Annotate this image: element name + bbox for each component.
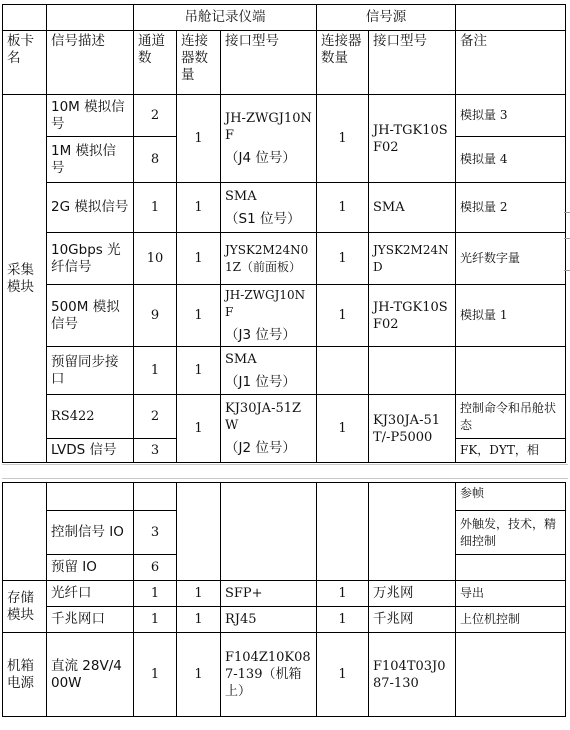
iface-a-cell [221, 95, 317, 183]
channel-cell: 6 [134, 555, 177, 581]
conn-b-cell: 1 [317, 233, 369, 285]
table-row [3, 581, 566, 607]
signal-cell: 10Gbps 光纤信号 [47, 233, 134, 285]
signal-cell: 光纤口 [47, 581, 134, 607]
signal-cell: RS422 [47, 395, 134, 439]
col-interface-b-header: 接口型号 [369, 31, 456, 95]
empty-cell [456, 555, 566, 581]
table-row [3, 633, 566, 717]
iface-a-cell: SFP+ [221, 581, 317, 607]
channel-cell: 2 [134, 95, 177, 137]
conn-a-cell: 1 [177, 633, 221, 717]
channel-cell: 1 [134, 607, 177, 633]
conn-b-cell: 1 [317, 95, 369, 183]
channel-cell: 10 [134, 233, 177, 285]
iface-a-model: KJ30JA-51ZW [225, 401, 302, 433]
table-row [3, 285, 566, 347]
empty-cell [456, 347, 566, 395]
empty-cell [177, 483, 221, 581]
note-cell: 外触发，技术，精细控制 [456, 511, 566, 555]
page-break [0, 462, 570, 482]
col-channels-header: 通道数 [134, 31, 177, 95]
column-header-row [3, 31, 566, 95]
table-row [3, 233, 566, 285]
conn-b-cell: 1 [317, 395, 369, 463]
table-row [3, 183, 566, 233]
iface-a-model: JH-ZWGJ10NF [225, 288, 306, 319]
col-board-header: 板卡名 [3, 31, 47, 95]
conn-b-cell: 1 [317, 633, 369, 717]
conn-a-cell: 1 [177, 347, 221, 395]
conn-a-cell: 1 [177, 95, 221, 183]
iface-a-cell: F104Z10K087-139（机箱上） [221, 633, 317, 717]
iface-a-cell [221, 285, 317, 347]
iface-b-cell: JYSK2M24ND [369, 233, 456, 285]
note-cell: FK，DYT，相 [456, 439, 566, 463]
table-row [3, 607, 566, 633]
channel-cell: 1 [134, 633, 177, 717]
signal-cell: 10M 模拟信号 [47, 95, 134, 137]
iface-b-cell: 万兆网 [369, 581, 456, 607]
signal-cell: 直流 28V/400W [47, 633, 134, 717]
group-header-row [3, 5, 566, 31]
iface-a-model: JH-ZWGJ10NF [225, 111, 312, 143]
signal-cell: 千兆网口 [47, 607, 134, 633]
iface-b-cell: JH-TGK10SF02 [369, 285, 456, 347]
page-break-bottom-edge [2, 478, 568, 479]
signal-cell: 2G 模拟信号 [47, 183, 134, 233]
iface-a-position: （J4 位号） [225, 150, 296, 166]
iface-b-cell: JH-TGK10SF02 [369, 95, 456, 183]
empty-cell [134, 483, 177, 511]
conn-a-cell: 1 [177, 183, 221, 233]
col-interface-a-header: 接口型号 [221, 31, 317, 95]
blank-header-cell [47, 5, 134, 31]
conn-a-cell: 1 [177, 581, 221, 607]
signal-cell: 预留 IO [47, 555, 134, 581]
col-signal-header: 信号描述 [47, 31, 134, 95]
iface-a-position: （J2 位号） [225, 440, 296, 456]
note-cell: 参帧 [456, 483, 566, 511]
conn-a-cell: 1 [177, 395, 221, 463]
table-row [3, 395, 566, 439]
iface-a-model: SMA [225, 188, 257, 204]
note-cell: 光纤数字量 [456, 233, 566, 285]
board-acq: 采集模块 [3, 95, 47, 463]
iface-b-cell: KJ30JA-51T/-P5000 [369, 395, 456, 463]
board-power: 机箱电源 [3, 633, 47, 717]
spec-table-part2 [2, 482, 566, 717]
iface-a-position: （J1 位号） [225, 373, 296, 390]
margin-tick [564, 212, 570, 213]
empty-cell [456, 633, 566, 717]
margin-tick [564, 238, 570, 239]
iface-a-cell [221, 183, 317, 233]
note-cell: 模拟量 2 [456, 183, 566, 233]
channel-cell: 3 [134, 511, 177, 555]
conn-a-cell: 1 [177, 233, 221, 285]
table-row [3, 483, 566, 511]
note-cell: 控制命令和吊舱状态 [456, 395, 566, 439]
empty-cell [47, 483, 134, 511]
group-source-header: 信号源 [317, 5, 456, 31]
iface-b-cell: SMA [369, 183, 456, 233]
col-connectors-b-header: 连接器数量 [317, 31, 369, 95]
iface-a-position: （S1 位号） [225, 210, 301, 227]
note-cell: 模拟量 4 [456, 137, 566, 183]
iface-b-cell: 千兆网 [369, 607, 456, 633]
channel-cell: 8 [134, 137, 177, 183]
conn-b-cell: 1 [317, 607, 369, 633]
empty-cell [369, 483, 456, 581]
channel-cell: 1 [134, 183, 177, 233]
signal-cell: LVDS 信号 [47, 439, 134, 463]
iface-a-cell: JYSK2M24N01Z（前面板） [221, 233, 317, 285]
conn-a-cell: 1 [177, 285, 221, 347]
page-break-top-edge [2, 464, 568, 465]
channel-cell: 3 [134, 439, 177, 463]
note-cell: 上位机控制 [456, 607, 566, 633]
iface-a-model: SMA [225, 351, 257, 367]
signal-cell: 1M 模拟信号 [47, 137, 134, 183]
col-connectors-a-header: 连接器数量 [177, 31, 221, 95]
channel-cell: 1 [134, 581, 177, 607]
conn-a-cell: 1 [177, 607, 221, 633]
signal-cell: 500M 模拟信号 [47, 285, 134, 347]
spec-table-part1 [2, 4, 566, 463]
conn-b-cell: 1 [317, 183, 369, 233]
empty-cell [369, 347, 456, 395]
margin-tick [564, 270, 570, 271]
conn-b-cell: 1 [317, 285, 369, 347]
table-row [3, 95, 566, 137]
group-hangcang-header: 吊舱记录仪端 [134, 5, 317, 31]
col-note-header: 备注 [456, 31, 566, 95]
channel-cell: 2 [134, 395, 177, 439]
board-storage: 存储模块 [3, 581, 47, 633]
table-row [3, 347, 566, 395]
empty-cell [317, 483, 369, 581]
signal-cell: 控制信号 IO [47, 511, 134, 555]
board-acq-cont [3, 483, 47, 581]
iface-a-position: （J3 位号） [225, 327, 296, 343]
iface-a-cell [221, 347, 317, 395]
conn-b-cell: 1 [317, 581, 369, 607]
channel-cell: 9 [134, 285, 177, 347]
signal-cell: 预留同步接口 [47, 347, 134, 395]
empty-cell [221, 483, 317, 581]
iface-a-cell: RJ45 [221, 607, 317, 633]
note-cell: 导出 [456, 581, 566, 607]
blank-header-cell [456, 5, 566, 31]
note-cell: 模拟量 3 [456, 95, 566, 137]
corner-cell [3, 5, 47, 31]
iface-a-cell [221, 395, 317, 463]
iface-b-cell: F104T03J087-130 [369, 633, 456, 717]
channel-cell: 1 [134, 347, 177, 395]
note-cell: 模拟量 1 [456, 285, 566, 347]
empty-cell [317, 347, 369, 395]
